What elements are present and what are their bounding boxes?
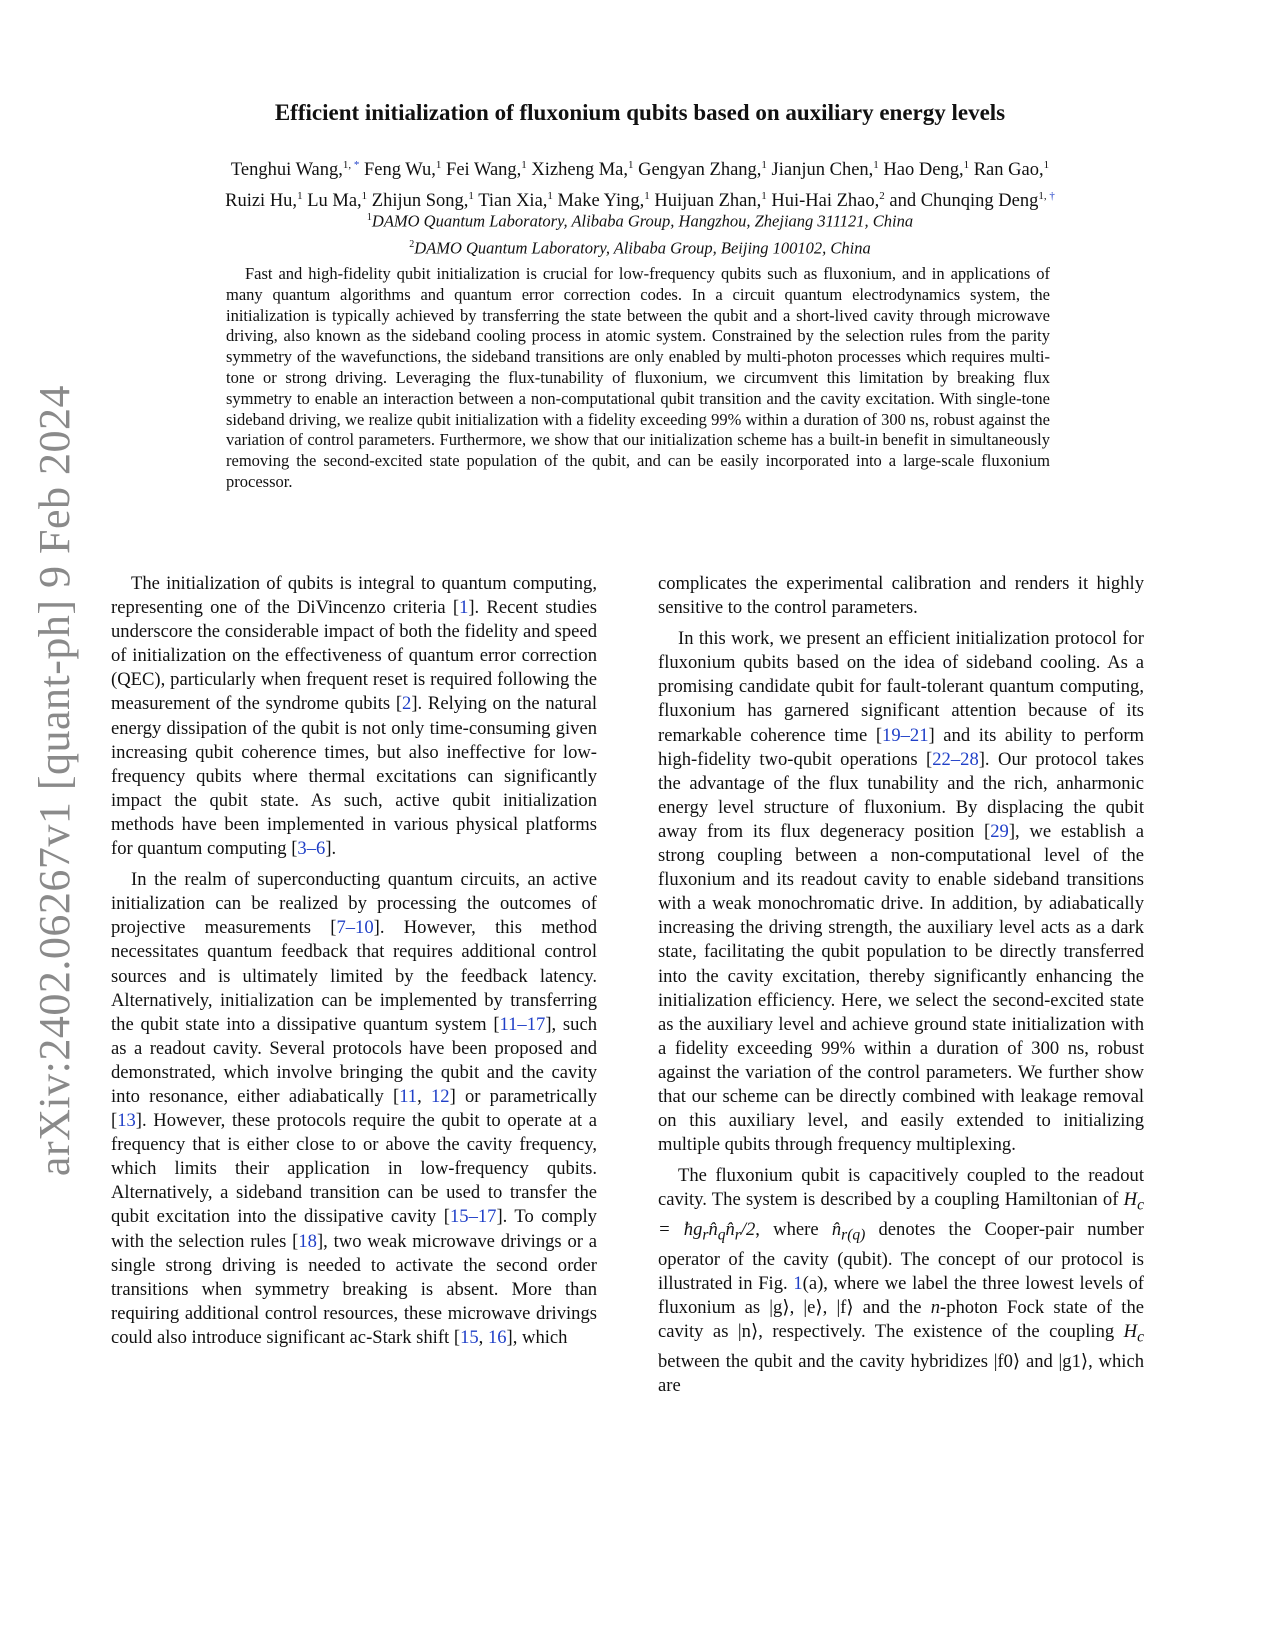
text-run: ]. xyxy=(325,838,337,860)
affiliation-marker: 1 xyxy=(644,190,650,203)
text-run: denotes the Cooper-pair number operator of the cavity (qubit). The concept of our protocol is illustrated in Fig. xyxy=(658,1219,1145,1295)
author-name: Tenghui Wang, xyxy=(230,160,343,181)
text-run: The fluxonium qubit is capacitively coupled to the readout cavity. The system is described by a coupling Hamiltonian of xyxy=(658,1165,1144,1211)
paper-title: Efficient initialization of fluxonium qubits based on auxiliary energy levels xyxy=(274,100,1006,125)
math-subscript: q xyxy=(717,1226,726,1244)
author-line-1 xyxy=(110,152,1170,183)
text-run: ], which xyxy=(506,1326,568,1348)
citation-link[interactable]: 3–6 xyxy=(297,838,326,860)
text-run: , xyxy=(417,1085,431,1107)
affiliation-marker: 1 xyxy=(963,159,970,171)
affiliation-marker: 1 xyxy=(761,190,767,203)
affiliation-marker: 1 xyxy=(361,190,368,203)
text-run: In this work, we present an efficient initialization protocol for fluxonium qubits based on the idea of sideband cooling. As a promising candidate qubit for fault-tolerant quantum computing, fluxonium has garnered significant attention because of its remarkable coherence time [ xyxy=(658,628,1144,746)
math-symbol: n̂ xyxy=(708,1219,718,1241)
affiliation-marker: 1 xyxy=(628,159,634,171)
body-paragraph xyxy=(111,868,597,1350)
affiliation-marker: 1, xyxy=(1038,190,1047,203)
math-subscript: c xyxy=(1137,1197,1144,1215)
text-run: ], we establish a strong coupling between a non-computational level of the fluxonium and its readout cavity to enable sideband transitions with a weak monochromatic drive. In addition, by adiabatically increasing the driving strength, the auxiliary level acts as a dark state, facilitating the qubit population to be directly transferred into the cavity excitation, thereby significantly enhancing the initialization efficiency. Here, we select the second-excited state as the auxiliary level and achieve ground state initialization with a fidelity exceeding 99% within a duration of 300 ns, robust against the variation of the control parameters. We further show that our scheme can be directly combined with leakage removal on this auxiliary level, and easily extended to initializing multiple qubits through frequency multiplexing. xyxy=(658,820,1144,1156)
author-name: Hao Deng, xyxy=(878,160,964,181)
citation-link[interactable]: 19–21 xyxy=(882,724,929,746)
math-expression xyxy=(831,1219,866,1244)
affiliation-item xyxy=(140,206,1140,233)
math-expression xyxy=(1123,1321,1144,1346)
body-paragraph xyxy=(658,1164,1144,1398)
text-run: ]. However, these protocols require the qubit to operate at a frequency that is either close to or above the cavity frequency, which limits their application in low-frequency qubits. Alternatively, a sideband transition can be used to transfer the qubit excitation into the dissipative cavity [ xyxy=(111,1110,597,1228)
affiliation-marker: 1 xyxy=(761,159,767,171)
citation-link[interactable]: 16 xyxy=(487,1326,507,1348)
text-run: ]. Relying on the natural energy dissipation of the qubit is not only time-consuming given increasing qubit coherence times, but also ineffective for low-frequency qubits where thermal excitations can significantly impact the qubit state. As such, active qubit initialization methods have been implemented in various physical platforms for quantum computing [ xyxy=(111,693,597,860)
author-name: Tian Xia, xyxy=(473,191,548,212)
affiliation-marker: 1 xyxy=(1043,159,1050,171)
affiliation-marker: 2 xyxy=(879,190,885,203)
citation-link[interactable]: 2 xyxy=(402,693,412,715)
citation-link[interactable]: 11 xyxy=(399,1085,418,1107)
arxiv-identifier-text: arXiv:2402.06267v1 [quant-ph] 9 Feb 2024 xyxy=(30,384,80,1176)
corresponding-author-link[interactable]: * xyxy=(351,159,360,171)
body-paragraph xyxy=(658,627,1144,1157)
citation-link[interactable]: 29 xyxy=(990,820,1009,842)
author-name: Lu Ma, xyxy=(302,191,362,212)
affiliation-marker: 1 xyxy=(468,190,474,203)
text-run: , where xyxy=(755,1219,832,1241)
author-name: Ran Gao, xyxy=(969,160,1044,181)
citation-link[interactable]: 15–17 xyxy=(449,1206,497,1228)
author-name: Xizheng Ma, xyxy=(526,160,628,181)
author-name: and Chunqing Deng xyxy=(884,191,1039,212)
text-run: ]. To comply with the selection rules [ xyxy=(111,1206,597,1252)
text-run: In the realm of superconducting quantum circuits, an active initialization can be realized by processing the outcomes of projective measurements [ xyxy=(111,869,597,939)
math-symbol: /2 xyxy=(740,1219,756,1241)
math-subscript: r(q) xyxy=(841,1226,866,1244)
author-name: Ruizi Hu, xyxy=(225,191,298,212)
author-name: Make Ying, xyxy=(552,191,645,212)
math-symbol: H xyxy=(1123,1189,1138,1211)
text-run: ]. Recent studies underscore the considerable impact of both the fidelity and speed of initialization on the effectiveness of quantum error correction (QEC), particularly when frequent reset is required following the measurement of the syndrome qubits [ xyxy=(111,597,597,715)
author-name: Gengyan Zhang, xyxy=(633,160,762,181)
author-name: Fei Wang, xyxy=(441,160,522,181)
math-subscript: r xyxy=(734,1226,741,1244)
text-run: ], such as a readout cavity. Several protocols have been proposed and demonstrated, which involve bringing the qubit and the cavity into resonance, either adiabatically [ xyxy=(111,1013,597,1107)
text-run: -photon Fock state of the cavity as |n⟩, respectively. The existence of the coupling xyxy=(658,1297,1144,1343)
citation-link[interactable]: 11–17 xyxy=(499,1013,546,1035)
affiliation-marker: 1 xyxy=(873,159,879,171)
figure-link[interactable]: 1 xyxy=(793,1273,803,1295)
citation-link[interactable]: 15 xyxy=(460,1326,479,1348)
affiliation-list xyxy=(140,206,1140,259)
citation-link[interactable]: 12 xyxy=(430,1085,450,1107)
body-paragraph: complicates the experimental calibration and renders it highly sensitive to the control parameters. xyxy=(658,573,1144,619)
affiliation-marker: 1 xyxy=(435,159,442,171)
citation-link[interactable]: 22–28 xyxy=(932,748,979,770)
left-column xyxy=(111,572,597,1357)
math-symbol: H xyxy=(1123,1321,1138,1343)
text-run: between the qubit and the cavity hybridizes |f0⟩ and |g1⟩, which are xyxy=(658,1351,1144,1397)
citation-link[interactable]: 18 xyxy=(298,1230,317,1252)
arxiv-identifier-stamp xyxy=(10,384,100,1176)
author-name: Zhijun Song, xyxy=(367,191,469,212)
citation-link[interactable]: 1 xyxy=(459,597,469,619)
text-run: ]. Our protocol takes the advantage of the flux tunability and the rich, anharmonic energy level structure of fluxonium. By displacing the qubit away from its flux degeneracy position [ xyxy=(658,748,1144,842)
author-name: Huijuan Zhan, xyxy=(649,191,762,212)
citation-link[interactable]: 13 xyxy=(117,1110,136,1132)
author-name: Hui-Hai Zhao, xyxy=(766,191,880,212)
affiliation-text: DAMO Quantum Laboratory, Alibaba Group, Beijing 100102, China xyxy=(414,238,871,257)
text-run: ] or parametrically [ xyxy=(111,1085,598,1132)
affiliation-marker: 1 xyxy=(547,190,553,203)
affiliation-marker: 1, xyxy=(342,159,352,171)
math-symbol: = ħg xyxy=(658,1219,703,1241)
math-subscript: r xyxy=(702,1226,709,1244)
math-symbol: n̂ xyxy=(725,1219,735,1241)
math-symbol: n̂ xyxy=(831,1219,842,1241)
text-run: , xyxy=(478,1326,488,1348)
affiliation-number: 2 xyxy=(409,238,415,250)
affiliation-marker: 1 xyxy=(521,159,527,171)
text-run: The initialization of qubits is integral to quantum computing, representing one of the DiVincenzo criteria [ xyxy=(111,573,597,619)
citation-link[interactable]: 7–10 xyxy=(336,917,374,939)
right-column xyxy=(658,572,1144,1405)
text-run: (a), where we label the three lowest levels of fluxonium as |g⟩, |e⟩, |f⟩ and the xyxy=(658,1273,1144,1319)
math-subscript: c xyxy=(1137,1328,1144,1346)
affiliation-text: DAMO Quantum Laboratory, Alibaba Group, Hangzhou, Zhejiang 311121, China xyxy=(371,211,914,231)
affiliation-number: 1 xyxy=(366,212,372,223)
author-name: Jianjun Chen, xyxy=(766,160,874,181)
author-name: Feng Wu, xyxy=(359,160,436,181)
affiliation-marker: 1 xyxy=(297,190,303,203)
corresponding-author-link[interactable]: † xyxy=(1046,190,1055,203)
abstract: Fast and high-fidelity qubit initialization is crucial for low-frequency qubits such as fluxonium, and in applications of many quantum algorithms and quantum error correction codes. In a circuit quantum electrodynamics system, the initialization is typically achieved by transferring the state between the qubit and a short-lived cavity through microwave driving, also known as the sideband cooling process in atomic system. Constrained by the selection rules from the parity symmetry of the wavefunctions, the sideband transitions are only enabled by multi-photon processes which requires multi-tone or strong driving. Leveraging the flux-tunability of fluxonium, we circumvent this limitation by breaking flux symmetry to enable an interaction between a non-computational qubit transition and the cavity excitation. With single-tone sideband driving, we realize qubit initialization with a fidelity exceeding 99% within a duration of 300 ns, robust against the variation of control parameters. Furthermore, we show that our initialization scheme has a built-in benefit in simultaneously removing the second-excited state population of the qubit, and can be easily incorporated into a large-scale fluxonium processor. xyxy=(226,264,1050,491)
text-run: ]. However, this method necessitates quantum feedback that requires additional control sources and is ultimately limited by the feedback latency. Alternatively, initialization can be implemented by transferring the qubit state into a dissipative quantum system [ xyxy=(111,917,597,1035)
text-run: ], two weak microwave drivings or a single strong driving is needed to activate the second order transitions when symmetry breaking is absent. More than requiring additional control resources, these microwave drivings could also introduce significant ac-Stark shift [ xyxy=(111,1230,597,1348)
author-list xyxy=(110,152,1170,214)
text-run: ] and its ability to perform high-fidelity two-qubit operations [ xyxy=(658,724,1144,770)
body-paragraph xyxy=(111,572,597,861)
math-symbol: n xyxy=(930,1297,940,1319)
affiliation-item xyxy=(140,233,1140,260)
